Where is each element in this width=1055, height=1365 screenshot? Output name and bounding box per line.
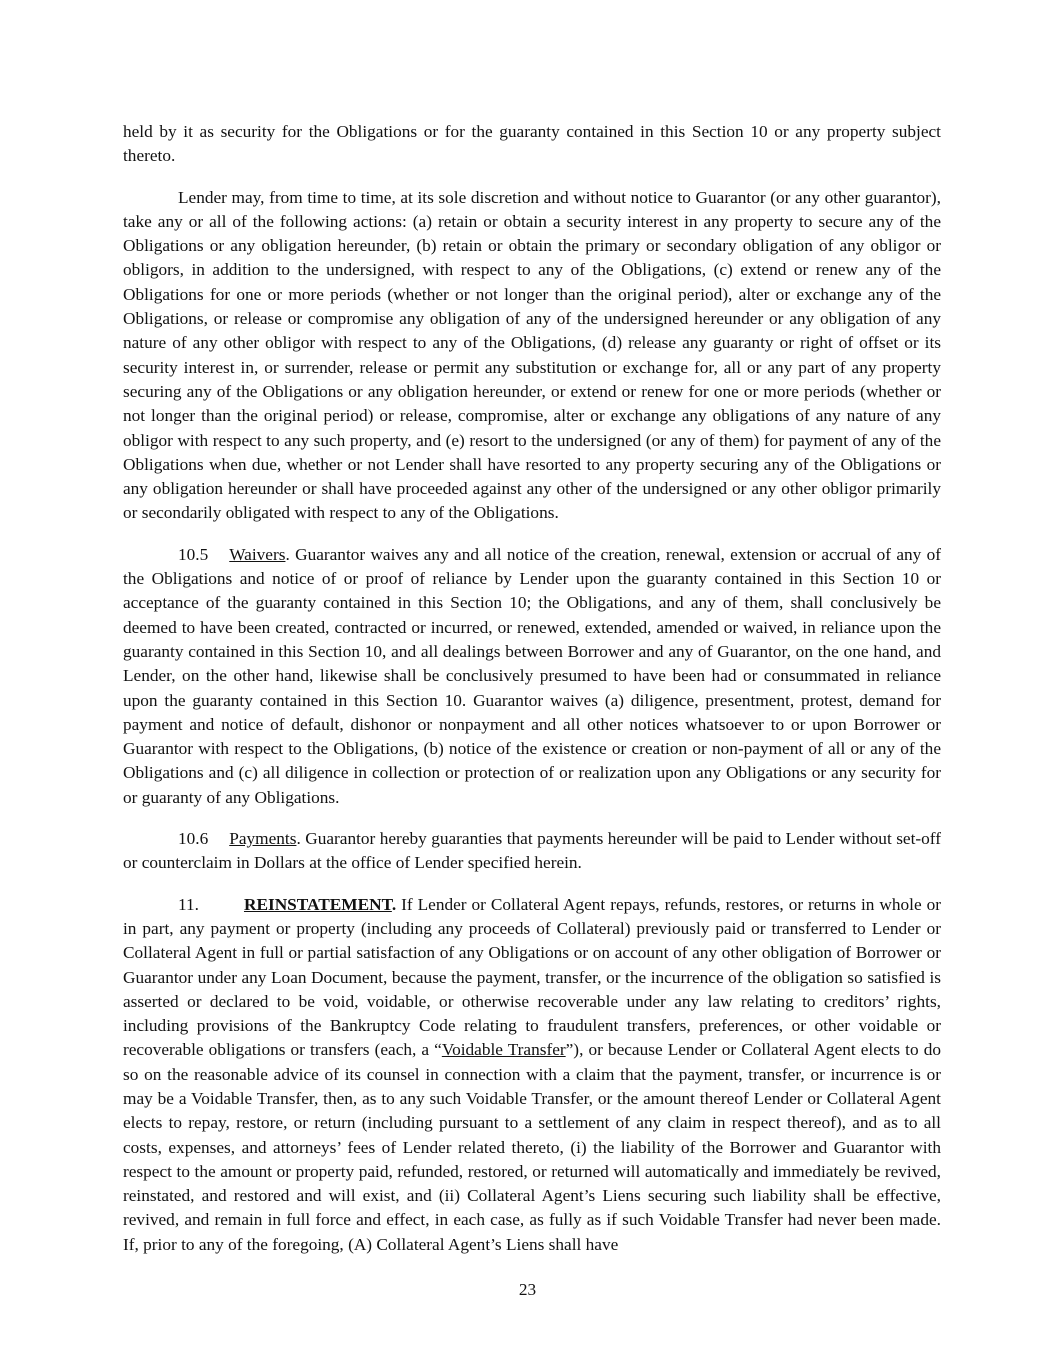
section-10-6-payments-paragraph: [123, 827, 941, 876]
section-10-5-waivers-paragraph: [123, 543, 941, 810]
body-text: . Guarantor hereby guaranties that payments hereunder will be paid to Lender without set-off or counterclaim in Dollars at the office of Lender specified herein.: [123, 829, 941, 873]
document-body: [123, 120, 941, 1274]
section-heading: Waivers: [229, 544, 286, 564]
body-text: If Lender or Collateral Agent repays, refunds, restores, or returns in whole or in part, any payment or property (including any proceeds of Collateral) previously paid or transferred to Lender or Collateral Agent in full or partial satisfaction of any Obligations or on account of any other obligation of Borrower or Guarantor under any Loan Document, because the payment, transfer, or the incurrence of the obligation so satisfied is asserted or declared to be void, voidable, or otherwise recoverable under any law relating to creditors’ rights, including provisions of the Bankruptcy Code relating to fraudulent transfers, preferences, or other voidable or recoverable obligations or transfers (each, a “: [123, 894, 941, 1060]
continuation-paragraph: [123, 120, 941, 169]
lender-actions-paragraph: [123, 186, 941, 526]
body-text: . Guarantor waives any and all notice of the creation, renewal, extension or accrual of any of the Obligations and notice of or proof of reliance by Lender upon the guaranty contained in this Section 10 or acceptance of the guaranty contained in this Section 10; the Obligations, and any of them, shall conclusively be deemed to have been created, contracted or incurred, or renewed, extended, amended or waived, in reliance upon the guaranty contained in this Section 10, and all dealings between Borrower and any of Guarantor, on the one hand, and Lender, on the other hand, likewise shall be conclusively presumed to have been had or consummated in reliance upon the guaranty contained in this Section 10. Guarantor waives (a) diligence, presentment, protest, demand for payment and notice of default, dishonor or nonpayment and all other notices whatsoever to or upon Borrower or Guarantor with respect to the Obligations, (b) notice of the existence or creation or non-payment of all or any of the Obligations and (c) all diligence in collection or protection of or realization upon any Obligations or any security for or guaranty of any Obligations.: [123, 544, 941, 807]
body-text: ”), or because Lender or Collateral Agent elects to do so on the reasonable advice of its counsel in connection with a claim that the payment, transfer, or incurrence is or may be a Voidable Transfer, then, as to any such Voidable Transfer, or the amount thereof Lender or Collateral Agent elects to repay, restore, or return (including pursuant to a settlement of any claim in respect thereof), and as to all costs, expenses, and attorneys’ fees of Lender related thereto, (i) the liability of the Borrower and Guarantor with respect to the amount or property paid, refunded, restored, or returned will automatically and immediately be revived, reinstated, and restored and will exist, and (ii) Collateral Agent’s Liens securing such liability shall be effective, revived, and remain in full force and effect, in each case, as fully as if such Voidable Transfer had never been made. If, prior to any of the foregoing, (A) Collateral Agent’s Liens shall have: [123, 1040, 941, 1254]
section-heading-period: .: [391, 894, 397, 914]
defined-term: Voidable Transfer: [441, 1040, 566, 1060]
body-text: Lender may, from time to time, at its sole discretion and without notice to Guarantor (or any other guarantor), take any or all of the following actions: (a) retain or obtain a security interest in any property to secure any of the Obligations or any obligation hereunder, (b) retain or obtain the primary or secondary obligation of any obligor or obligors, in addition to the undersigned, with respect to any of the Obligations, (c) extend or renew any of the Obligations for one or more periods (whether or not longer than the original period), alter or exchange any of the Obligations, or release or compromise any obligation of any of the undersigned hereunder or any obligation of any nature of any other obligor with respect to any of the Obligations, (d) release any guaranty or right of offset or its security interest in, or surrender, release or permit any substitution or exchange for, all or any part of any property securing any of the Obligations or any obligation hereunder, or extend or renew for one or more periods (whether or not longer than the original period) or release, compromise, alter or exchange any obligations of any nature of any obligor with respect to any such property, and (e) resort to the undersigned (or any of them) for payment of any of the Obligations when due, whether or not Lender shall have resorted to any property securing any of the Obligations or any obligation hereunder or shall have proceeded against any other of the undersigned or any other obligor primarily or secondarily obligated with respect to any of the Obligations.: [123, 187, 941, 523]
section-heading: Payments: [229, 829, 297, 849]
section-number: 10.5: [178, 544, 209, 564]
section-number: 11.: [178, 894, 199, 914]
body-text: held by it as security for the Obligations or for the guaranty contained in this Section 10 or any property subject thereto.: [123, 122, 941, 166]
page-footer: [0, 1278, 1055, 1302]
page-number: 23: [518, 1280, 537, 1299]
section-heading: REINSTATEMENT: [243, 894, 392, 914]
section-number: 10.6: [178, 829, 209, 849]
section-11-reinstatement-paragraph: [123, 893, 941, 1257]
